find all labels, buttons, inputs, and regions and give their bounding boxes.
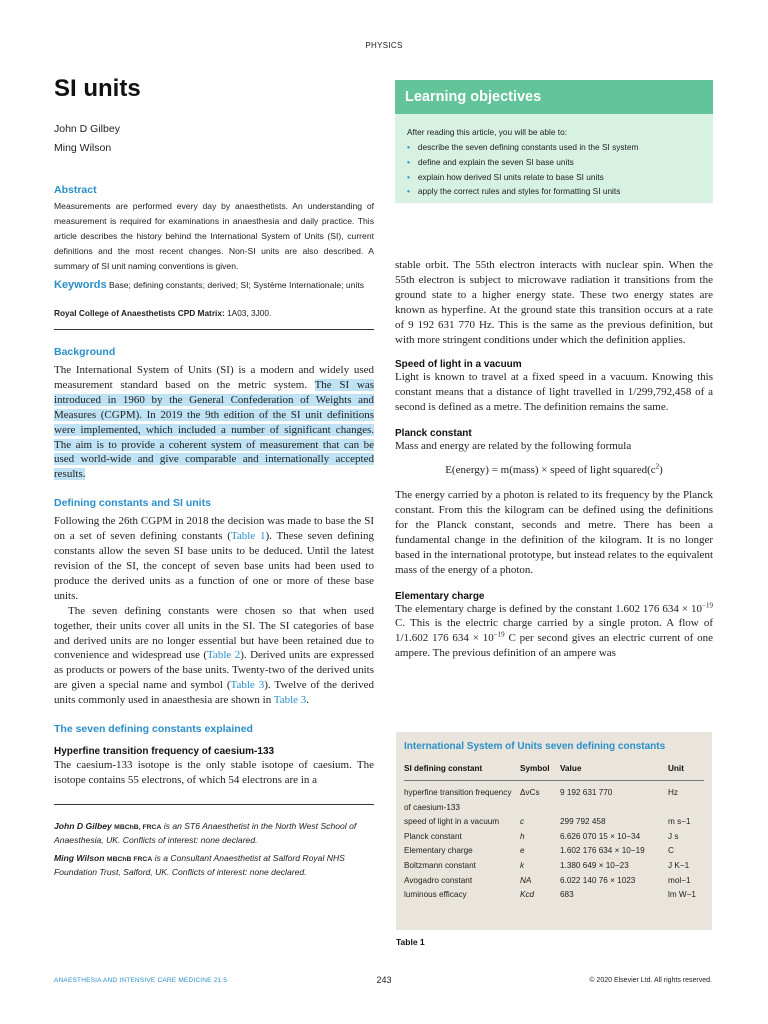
- formula-superscript: 2: [655, 462, 660, 471]
- background-section: [54, 346, 374, 482]
- caesium-continued-text: stable orbit. The 55th electron interacts with nuclear spin. When the 55th electron is subject to microwave radiation it transitions from the ground state to a higher energy state. These two energy states are known as hyperfine. At the ground state this transition occurs at a rate of 9 192 631 770 Hz. This is the same as the previous definition, but with more stringent conditions under which the definition applies.: [395, 259, 713, 346]
- caesium-text: The caesium-133 isotope is the only stable isotope of caesium. The isotope contains 55 electrons, of which 54 electrons are in a: [54, 759, 374, 786]
- table-cell: NA: [520, 875, 532, 885]
- learning-objectives-heading: Learning objectives: [395, 80, 713, 114]
- table-cell: C: [668, 846, 674, 856]
- speed-of-light-heading: Speed of light in a vacuum: [395, 359, 522, 371]
- bullet-icon: •: [407, 142, 410, 152]
- list-item-text: apply the correct rules and styles for formatting SI units: [417, 186, 621, 197]
- table-cell: Elementary charge: [404, 846, 473, 856]
- table-cell: lm W−1: [668, 890, 696, 900]
- abstract-section: [54, 184, 374, 292]
- formula-text: E(energy) = m(mass) × speed of light squared(c: [445, 464, 656, 477]
- cpd-label: Royal College of Anaesthetists CPD Matrix:: [54, 308, 225, 318]
- table-cell: 9 192 631 770: [560, 788, 613, 797]
- author-list: [54, 120, 374, 158]
- keywords: [54, 278, 374, 292]
- author-footnote: [54, 852, 374, 878]
- table-row: [404, 830, 704, 845]
- table-3-link[interactable]: Table 3: [273, 694, 307, 707]
- defining-paragraph-2: [54, 604, 374, 708]
- column-header: SI defining constant: [404, 764, 520, 781]
- section-label: PHYSICS: [365, 41, 403, 50]
- text-run: ). Twelve of the derived units commonly used in anaesthesia are shown in: [54, 679, 374, 707]
- text-run: Following the 26th CGPM in 2018 the decision was made to base the SI on a set of seven defining constants (: [54, 515, 374, 543]
- list-item: [407, 184, 701, 199]
- superscript: −19: [493, 630, 505, 639]
- table-row: [404, 859, 704, 874]
- learning-objectives-box: [395, 80, 713, 203]
- table-row: [404, 844, 704, 859]
- bullet-icon: •: [407, 156, 410, 167]
- table-cell: hyperfine transition frequency of caesium-133: [404, 788, 512, 812]
- table-row: [404, 781, 704, 816]
- list-item-text: define and explain the seven SI base units: [417, 156, 574, 167]
- speed-of-light-text: Light is known to travel at a fixed speed in a vacuum. Knowing this constant means that a distance of light travelled in 1/299,792,458 of a second is defined as a metre. The definition remains the same.: [395, 371, 713, 414]
- table-header-row: [404, 764, 704, 781]
- bullet-icon: •: [407, 186, 410, 197]
- table-cell: e: [520, 846, 525, 856]
- author-footnote: [54, 820, 374, 846]
- symbol-text: ΔνCs: [520, 788, 540, 797]
- abstract-heading: Abstract: [54, 184, 97, 196]
- table-cell: J K−1: [668, 860, 690, 870]
- defining-constants-table-box: [396, 732, 712, 930]
- defining-paragraph-1: [54, 514, 374, 603]
- caesium-subheading: Hyperfine transition frequency of caesium-133: [54, 746, 275, 758]
- formula-text: ): [659, 464, 663, 477]
- table-cell: Boltzmann constant: [404, 860, 476, 870]
- table-cell: Avogadro constant: [404, 875, 473, 885]
- footnote-degrees: MBChB, FRCA: [114, 823, 162, 831]
- bullet-icon: •: [407, 171, 410, 182]
- background-heading: Background: [54, 346, 116, 358]
- table-cell: k: [520, 860, 525, 870]
- table-cell: Planck constant: [404, 831, 462, 841]
- learning-objectives-list: [395, 137, 713, 199]
- divider: [54, 329, 374, 330]
- copyright: © 2020 Elsevier Ltd. All rights reserved.: [589, 977, 712, 984]
- list-item: [407, 170, 701, 185]
- text-run: ). Derived units are expressed as products or powers of the base units. Twenty-two of the derived units are given a special name and symbol (: [54, 649, 374, 692]
- table-cell: speed of light in a vacuum: [404, 817, 500, 827]
- page-number: 243: [376, 975, 392, 985]
- abstract-text: Measurements are performed every day by anaesthetists. An understanding of measurement is required for examinations in anaesthesia and daily practice. This article describes the history behind the International System of Units (SI), current definitions and the most recent changes. Non-SI units are also described. A summary of SI unit naming conventions is given.: [54, 201, 374, 271]
- table-cell: c: [520, 817, 525, 827]
- table-cell: 683: [560, 890, 574, 900]
- highlighted-text: The SI was introduced in 1960 by the General Confederation of Weights and Measures (CGPM). In 2019 the 9th edition of the SI unit definitions were implemented, which included a number of significant changes. The aim is to provide a coherent system of measurement that can be used world-wide and give comparable and internationally accepted results.: [54, 378, 374, 481]
- text-run: ). These seven defining constants allow the seven SI base units to be deduced. Until the latest revision of the SI, the concept of seven base units had been used to produce the derived units as a function of one or more of these base units.: [54, 530, 374, 602]
- list-item: [407, 140, 701, 155]
- planck-text-2: The energy carried by a photon is related to its frequency by the Planck constant. From this the kilogram can be defined using the definitions for the Planck constant, seconds and metre. There has been a fundamental change in the definition of the kilogram. It is no longer based in the international prototype, but instead relates to the equivalent mass of the energy of a photon.: [395, 489, 713, 576]
- table-cell: luminous efficacy: [404, 890, 467, 900]
- column-header: Symbol: [520, 764, 560, 781]
- defining-section: [54, 497, 374, 708]
- text-run: The seven defining constants were chosen so that when used together, their units cover all units in the SI. The SI categories of base and derived units are no longer essential but have been retained due to convenience and widespread use (: [54, 604, 374, 662]
- table-cell: mol−1: [668, 875, 691, 885]
- defining-heading: Defining constants and SI units: [54, 497, 211, 510]
- table-cell: 299 792 458: [560, 817, 606, 827]
- explained-section: [54, 723, 374, 788]
- table-cell: Hz: [668, 788, 679, 797]
- author-footnotes: [54, 820, 374, 879]
- right-column: [395, 258, 713, 661]
- text-run: The elementary charge is defined by the constant 1.602 176 634 × 10: [395, 602, 703, 615]
- table-row: [404, 888, 704, 903]
- column-header: Value: [560, 764, 668, 781]
- superscript: −19: [702, 600, 713, 609]
- footnote-text: is a Consultant Anaesthetist at Salford Royal NHS Foundation Trust, Salford, UK. Conflicts of interest: none declared.: [54, 853, 345, 878]
- table-1-link[interactable]: Table 1: [230, 530, 266, 543]
- keywords-label: Keywords: [54, 279, 107, 291]
- table-cell: [520, 781, 560, 816]
- article-title: SI units: [54, 75, 141, 102]
- journal-name: ANAESTHESIA AND INTENSIVE CARE MEDICINE 21:5: [54, 977, 228, 984]
- list-item-text: describe the seven defining constants used in the SI system: [417, 142, 639, 152]
- table-row: [404, 874, 704, 889]
- cpd-value: 1A03, 3J00.: [227, 308, 272, 318]
- learning-objectives-intro: After reading this article, you will be able to:: [407, 127, 568, 137]
- table-2-link[interactable]: Table 2: [207, 649, 241, 662]
- column-header: Unit: [668, 764, 704, 781]
- table-row: [404, 815, 704, 830]
- author-name: John D Gilbey: [54, 123, 120, 135]
- table-cell: m s−1: [668, 817, 691, 827]
- explained-heading: The seven defining constants explained: [54, 723, 253, 736]
- table-cell: J s: [668, 831, 679, 841]
- background-text: [54, 363, 374, 482]
- footnote-author-name: John D Gilbey: [54, 820, 112, 831]
- table-cell: 1.380 649 × 10−23: [560, 860, 629, 870]
- table-title: International System of Units seven defining constants: [404, 741, 666, 752]
- defining-constants-table: [404, 764, 704, 903]
- table-cell: 1.602 176 634 × 10−19: [560, 846, 645, 856]
- footnote-divider: [54, 804, 374, 805]
- table-3-link[interactable]: Table 3: [230, 679, 265, 692]
- table-cell: h: [520, 831, 525, 841]
- list-item-text: explain how derived SI units relate to base SI units: [417, 171, 604, 182]
- planck-heading: Planck constant: [395, 428, 472, 440]
- text-run: C per second gives an electric current of one ampere. The previous definition of an ampere was: [395, 632, 713, 660]
- text-run: C. This is the electric charge carried by a single proton. A flow of 1/1.602 176 634 × 10: [395, 617, 713, 645]
- author-name: Ming Wilson: [54, 142, 112, 154]
- background-text-plain: The International System of Units (SI) is a modern and widely used measurement standard based on the metric system.: [54, 364, 374, 391]
- energy-formula: [395, 464, 713, 476]
- cpd-matrix: [54, 308, 374, 318]
- list-item: [407, 155, 701, 170]
- elementary-charge-heading: Elementary charge: [395, 590, 485, 602]
- elementary-charge-text: [395, 602, 713, 662]
- footnote-author-name: Ming Wilson: [54, 853, 105, 864]
- text-run: .: [306, 694, 310, 707]
- left-column: [54, 74, 374, 879]
- table-cell: Kcd: [520, 890, 535, 900]
- planck-text: Mass and energy are related by the following formula: [395, 440, 632, 453]
- table-cell: 6.022 140 76 × 1023: [560, 875, 636, 885]
- footnote-text: is an ST6 Anaesthetist in the North West School of Anaesthesia, UK. Conflicts of interest: none declared.: [54, 820, 357, 846]
- keywords-text: Base; defining constants; derived; SI; Système Internationale; units: [108, 280, 365, 290]
- table-caption: Table 1: [396, 937, 425, 947]
- table-cell: 6.626 070 15 × 10−34: [560, 831, 641, 841]
- footnote-degrees: MBChB FRCA: [106, 856, 153, 864]
